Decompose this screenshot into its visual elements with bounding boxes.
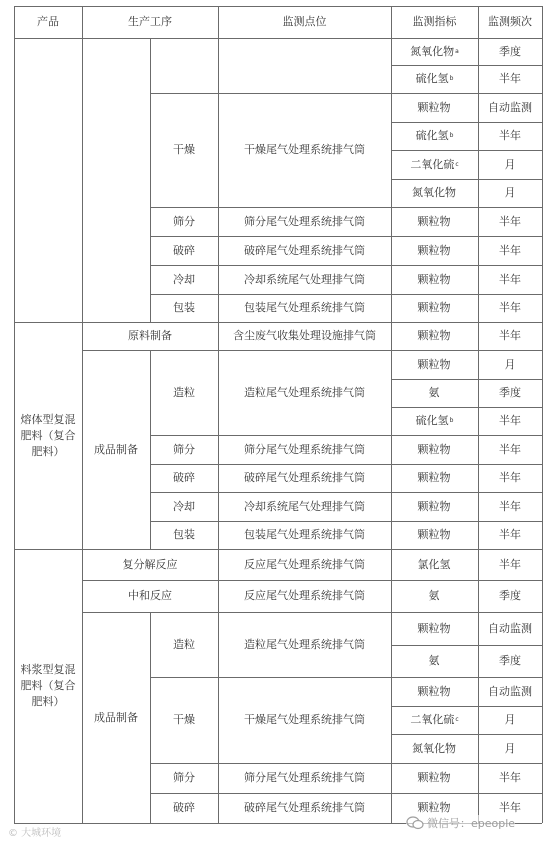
- indicator-cell: [391, 207, 478, 236]
- indicator-cell: [391, 645, 478, 677]
- indicator-cell: [391, 294, 478, 322]
- wechat-icon: [406, 816, 424, 830]
- indicator-cell: [391, 734, 478, 763]
- subprocess-cell: 冷却: [173, 499, 195, 513]
- frequency-cell: 自动监测: [488, 100, 532, 114]
- indicator-cell: 硫化氢 b: [415, 414, 454, 427]
- indicator-text: 颗粒物: [417, 301, 451, 314]
- frequency-cell: 月: [504, 357, 516, 371]
- indicator-text: 氨: [428, 589, 440, 602]
- indicator-cell: 二氧化硫 c: [410, 713, 459, 726]
- indicator-cell: 硫化氢 b: [415, 72, 454, 85]
- header-point: 监测点位: [282, 15, 327, 28]
- grid-line: [542, 6, 543, 823]
- indicator-text: 颗粒物: [417, 357, 451, 371]
- indicator-cell: [391, 763, 478, 793]
- frequency-cell: 月: [504, 186, 516, 199]
- watermark-left: © 大城环境: [8, 828, 62, 839]
- indicator-cell: [391, 580, 478, 612]
- product-cell: [14, 38, 82, 322]
- stage-cell: 复分解反应: [122, 557, 178, 571]
- indicator-cell: [391, 350, 478, 379]
- stage-cell: 成品制备: [94, 710, 138, 724]
- indicator-text: 氨: [428, 386, 440, 399]
- frequency-cell: 半年: [499, 557, 521, 571]
- frequency-cell: 季度: [499, 654, 521, 667]
- indicator-cell: [391, 492, 478, 521]
- indicator-text: 颗粒物: [417, 471, 451, 484]
- indicator-cell: [391, 179, 478, 207]
- indicator-text: 氮氧化物: [410, 44, 455, 58]
- frequency-cell: 半年: [499, 243, 521, 257]
- frequency-cell: 半年: [499, 329, 521, 342]
- frequency-cell: 季度: [499, 44, 521, 58]
- point-cell: 包装尾气处理系统排气筒: [244, 528, 365, 541]
- product-cell: 料浆型复混肥料（复合肥料）: [20, 663, 76, 708]
- subprocess-cell: 干燥: [173, 713, 195, 726]
- point-cell: 含尘废气收集处理设施排气筒: [233, 329, 376, 342]
- frequency-cell: 月: [504, 741, 516, 755]
- indicator-text: 颗粒物: [417, 442, 451, 456]
- frequency-cell: 半年: [499, 301, 521, 314]
- point-cell: 反应尾气处理系统排气筒: [244, 589, 365, 602]
- subprocess-cell: 筛分: [173, 442, 195, 456]
- indicator-cell: [391, 521, 478, 549]
- frequency-cell: 半年: [499, 528, 521, 541]
- header-process: 生产工序: [128, 15, 172, 28]
- subprocess-cell: 造粒: [173, 637, 195, 651]
- frequency-cell: 半年: [499, 214, 521, 228]
- frequency-cell: 半年: [499, 72, 521, 85]
- point-cell: 破碎尾气处理系统排气筒: [244, 801, 365, 814]
- indicator-cell: [391, 379, 478, 407]
- indicator-cell: [391, 93, 478, 122]
- indicator-cell: 二氧化硫 c: [410, 157, 459, 171]
- frequency-cell: 半年: [499, 499, 521, 513]
- frequency-cell: 半年: [499, 442, 521, 456]
- point-cell: 包装尾气处理系统排气筒: [244, 301, 365, 314]
- point-cell: [218, 38, 391, 93]
- subprocess-cell: 包装: [173, 301, 195, 314]
- frequency-cell: 半年: [499, 771, 521, 784]
- indicator-text: 氨: [428, 654, 440, 667]
- frequency-cell: 自动监测: [488, 684, 532, 698]
- indicator-cell: [391, 322, 478, 350]
- indicator-cell: [391, 549, 478, 580]
- header-indicator: 监测指标: [412, 15, 457, 28]
- indicator-text: 颗粒物: [417, 272, 451, 286]
- indicator-text: 氮氧化物: [412, 186, 456, 199]
- indicator-text: 二氧化硫: [410, 713, 455, 726]
- subprocess-cell: 包装: [173, 528, 195, 541]
- subprocess-cell: 冷却: [173, 272, 195, 286]
- subprocess-cell: 筛分: [173, 771, 195, 784]
- indicator-cell: [391, 435, 478, 464]
- indicator-text: 颗粒物: [417, 214, 451, 228]
- watermark-text: 微信号：epeople: [427, 817, 516, 830]
- product-cell: 熔体型复混肥料（复合肥料）: [20, 412, 76, 458]
- frequency-cell: 半年: [499, 801, 521, 814]
- indicator-text: 颗粒物: [417, 621, 451, 635]
- subprocess-cell: 破碎: [173, 471, 195, 484]
- frequency-cell: 月: [504, 713, 516, 726]
- subprocess-cell: 干燥: [173, 143, 195, 156]
- point-cell: 筛分尾气处理系统排气筒: [244, 771, 365, 784]
- point-cell: 筛分尾气处理系统排气筒: [244, 442, 365, 456]
- header-product: 产品: [37, 15, 59, 28]
- indicator-text: 硫化氢: [415, 72, 449, 85]
- watermark-right: [406, 815, 515, 831]
- frequency-cell: 半年: [499, 471, 521, 484]
- indicator-text: 颗粒物: [417, 684, 451, 698]
- point-cell: 破碎尾气处理系统排气筒: [244, 471, 365, 484]
- indicator-text: 硫化氢: [415, 129, 449, 142]
- stage-cell: 中和反应: [128, 589, 172, 602]
- indicator-cell: [391, 612, 478, 645]
- indicator-cell: [391, 236, 478, 265]
- point-cell: 干燥尾气处理系统排气筒: [244, 143, 365, 156]
- frequency-cell: 半年: [499, 129, 521, 142]
- point-cell: 破碎尾气处理系统排气筒: [244, 243, 365, 257]
- subprocess-cell: 破碎: [173, 801, 195, 814]
- frequency-cell: 月: [504, 157, 516, 171]
- indicator-text: 颗粒物: [417, 801, 451, 814]
- subprocess-cell: 造粒: [173, 385, 195, 399]
- frequency-cell: 自动监测: [488, 621, 532, 635]
- point-cell: 干燥尾气处理系统排气筒: [244, 713, 365, 726]
- indicator-text: 颗粒物: [417, 243, 451, 257]
- point-cell: 冷却系统尾气处理排气筒: [244, 272, 365, 286]
- indicator-cell: 氮氧化物 a: [410, 44, 459, 58]
- subprocess-cell: 筛分: [173, 214, 195, 228]
- indicator-text: 颗粒物: [417, 100, 451, 114]
- header-frequency: 监测频次: [488, 15, 532, 28]
- point-cell: 造粒尾气处理系统排气筒: [244, 637, 365, 651]
- indicator-text: 颗粒物: [417, 499, 451, 513]
- indicator-text: 颗粒物: [417, 528, 451, 541]
- subprocess-cell: 破碎: [173, 243, 195, 257]
- frequency-cell: 半年: [499, 272, 521, 286]
- frequency-cell: 季度: [499, 589, 521, 602]
- indicator-cell: [391, 464, 478, 492]
- frequency-cell: 半年: [499, 414, 521, 427]
- subprocess-cell: [150, 38, 218, 93]
- point-cell: 筛分尾气处理系统排气筒: [244, 214, 365, 228]
- indicator-text: 硫化氢: [415, 414, 449, 427]
- indicator-text: 氮氧化物: [412, 741, 456, 755]
- point-cell: 造粒尾气处理系统排气筒: [244, 385, 365, 399]
- stage-cell: 原料制备: [128, 329, 172, 342]
- indicator-text: 二氧化硫: [410, 157, 455, 171]
- indicator-text: 颗粒物: [417, 329, 451, 342]
- frequency-cell: 季度: [499, 386, 521, 399]
- indicator-cell: 硫化氢 b: [415, 129, 454, 142]
- indicator-cell: [391, 677, 478, 706]
- indicator-text: 颗粒物: [417, 771, 451, 784]
- indicator-cell: [391, 265, 478, 294]
- stage-cell: 成品制备: [94, 442, 138, 456]
- indicator-text: 氯化氢: [417, 557, 451, 571]
- point-cell: 反应尾气处理系统排气筒: [244, 557, 365, 571]
- point-cell: 冷却系统尾气处理排气筒: [244, 499, 365, 513]
